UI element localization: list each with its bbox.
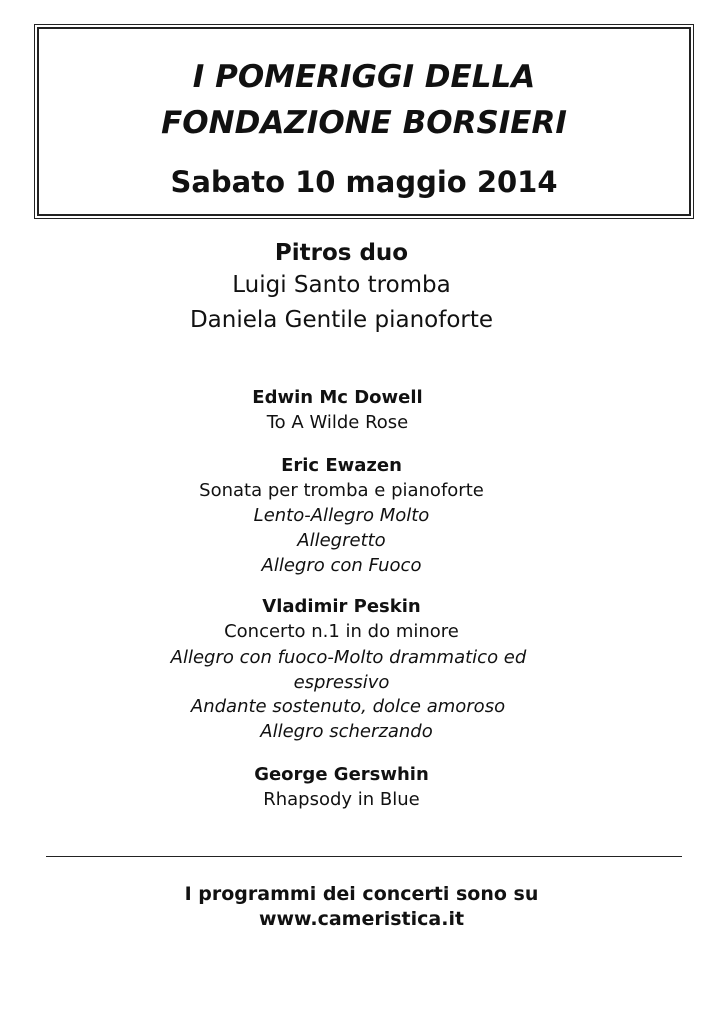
composer-name: George Gerswhin [254, 764, 429, 785]
movement: Allegro scherzando [260, 721, 433, 742]
work-title: Sonata per tromba e pianoforte [199, 480, 484, 501]
performer-trumpet: Luigi Santo tromba [232, 272, 451, 298]
movement: Allegro con Fuoco [261, 555, 422, 576]
composer-name: Eric Ewazen [281, 455, 402, 476]
header-inner-frame [37, 27, 691, 216]
movement: Andante sostenuto, dolce amoroso [190, 696, 506, 717]
composer-name: Edwin Mc Dowell [252, 387, 423, 408]
movement: Allegro con fuoco-Molto drammatico ed [170, 647, 527, 668]
work-title: Rhapsody in Blue [263, 789, 420, 810]
movement: espressivo [293, 672, 390, 693]
footer-divider [46, 856, 682, 857]
performer-piano: Daniela Gentile pianoforte [189, 307, 494, 333]
movement: Lento-Allegro Molto [253, 505, 430, 526]
work-title: Concerto n.1 in do minore [224, 621, 459, 642]
website-link[interactable]: www.cameristica.it [258, 908, 465, 930]
event-title-line-2: FONDAZIONE BORSIERI [161, 105, 567, 141]
composer-name: Vladimir Peskin [262, 596, 421, 617]
footer-text: I programmi dei concerti sono su [184, 883, 539, 905]
event-title-line-1: I POMERIGGI DELLA [192, 59, 536, 95]
movement: Allegretto [297, 530, 386, 551]
ensemble-name: Pitros duo [274, 240, 409, 266]
header-box [34, 24, 694, 219]
work-title: To A Wilde Rose [266, 412, 409, 433]
event-date: Sabato 10 maggio 2014 [170, 165, 558, 199]
